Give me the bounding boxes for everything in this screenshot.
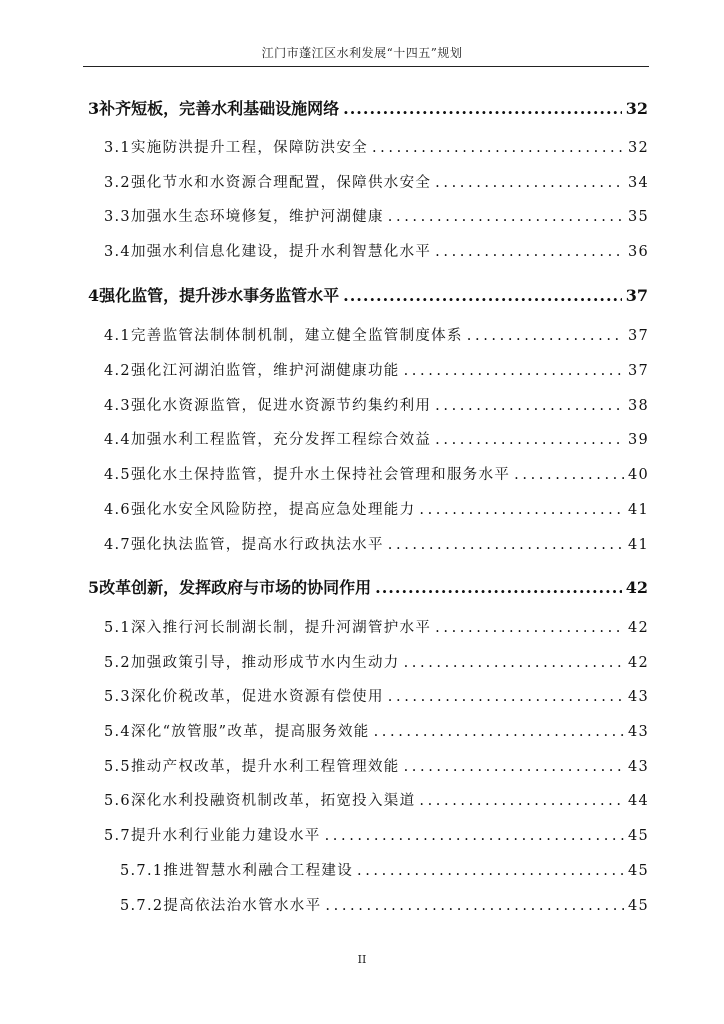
entry-page: 35 [627, 209, 649, 225]
entry-page: 43 [627, 724, 649, 740]
entry-title: 强化水安全风险防控，提高应急处理能力 [130, 502, 416, 518]
entry-number: 5.3 [104, 689, 131, 705]
entry-page: 37 [627, 363, 649, 379]
entry-number: 3.2 [104, 175, 131, 191]
entry-page: 36 [627, 244, 649, 260]
dot-leader [343, 99, 622, 118]
entry-page: 32 [627, 140, 649, 156]
toc-entry-section[interactable] [104, 324, 649, 348]
toc-entry-chapter[interactable] [88, 96, 648, 120]
entry-page: 39 [627, 432, 649, 448]
toc-entry-section[interactable] [104, 533, 649, 557]
entry-title: 深入推行河长制湖长制，提升河湖管护水平 [130, 620, 432, 636]
entry-page: 41 [627, 537, 649, 553]
entry-number: 5.5 [104, 759, 131, 775]
dot-leader [435, 175, 624, 191]
entry-page: 45 [627, 898, 649, 914]
entry-title: 强化节水和水资源合理配置，保障供水安全 [130, 175, 432, 191]
entry-title: 推进智慧水利融合工程建设 [163, 863, 354, 879]
toc-entry-section[interactable] [104, 720, 649, 744]
entry-page: 37 [625, 286, 648, 305]
running-header: 江门市蓬江区水利发展“十四五”规划 [261, 46, 463, 60]
toc-entry-section[interactable] [104, 463, 649, 487]
dot-leader [404, 363, 624, 379]
entry-page: 37 [627, 328, 649, 344]
entry-title: 强化水土保持监管，提升水土保持社会管理和服务水平 [130, 467, 511, 483]
dot-leader [375, 578, 622, 597]
toc-entry-subsection[interactable] [120, 894, 649, 918]
dot-leader [374, 724, 624, 740]
entry-number: 5.6 [104, 793, 131, 809]
dot-leader [435, 432, 624, 448]
dot-leader [419, 793, 624, 809]
entry-title: 深化“放管服”改革，提高服务效能 [130, 724, 370, 740]
entry-number: 3.4 [104, 244, 131, 260]
entry-title: 实施防洪提升工程，保障防洪安全 [130, 140, 368, 156]
entry-number: 5.7.2 [120, 898, 164, 914]
dot-leader [404, 759, 624, 775]
entry-title: 加强水利工程监管，充分发挥工程综合效益 [130, 432, 432, 448]
entry-number: 4.7 [104, 537, 131, 553]
toc-entry-section[interactable] [104, 685, 649, 709]
entry-number: 4.6 [104, 502, 131, 518]
dot-leader [388, 537, 624, 553]
dot-leader [435, 398, 624, 414]
entry-title: 强化江河湖泊监管，维护河湖健康功能 [130, 363, 400, 379]
entry-number: 4.4 [104, 432, 131, 448]
entry-page: 38 [627, 398, 649, 414]
entry-title: 推动产权改革，提升水利工程管理效能 [130, 759, 400, 775]
toc-entry-section[interactable] [104, 755, 649, 779]
toc-entry-subsection[interactable] [120, 859, 649, 883]
entry-page: 34 [627, 175, 649, 191]
entry-title: 加强水生态环境修复，维护河湖健康 [130, 209, 384, 225]
entry-number: 4.3 [104, 398, 131, 414]
dot-leader [435, 244, 624, 260]
entry-title: 改革创新，发挥政府与市场的协同作用 [99, 578, 372, 597]
entry-title: 加强水利信息化建设，提升水利智慧化水平 [130, 244, 432, 260]
toc-entry-chapter[interactable] [88, 283, 648, 307]
entry-page: 32 [625, 99, 648, 118]
dot-leader [467, 328, 624, 344]
entry-page: 40 [627, 467, 649, 483]
entry-number: 3.3 [104, 209, 131, 225]
entry-title: 深化价税改革，促进水资源有偿使用 [130, 689, 384, 705]
entry-number: 5.4 [104, 724, 131, 740]
entry-page: 43 [627, 759, 649, 775]
entry-number: 5.1 [104, 620, 131, 636]
toc-entry-section[interactable] [104, 136, 649, 160]
entry-title: 提高依法治水管水水平 [163, 898, 322, 914]
entry-title: 强化执法监管，提高水行政执法水平 [130, 537, 384, 553]
dot-leader [357, 863, 624, 879]
entry-number: 5.2 [104, 655, 131, 671]
entry-page: 42 [627, 655, 649, 671]
toc-entry-section[interactable] [104, 498, 649, 522]
toc-entry-section[interactable] [104, 428, 649, 452]
dot-leader [388, 689, 624, 705]
dot-leader [372, 140, 624, 156]
dot-leader [325, 898, 624, 914]
entry-title: 强化水资源监管，促进水资源节约集约利用 [130, 398, 432, 414]
entry-number: 5 [88, 578, 100, 597]
toc-entry-section[interactable] [104, 789, 649, 813]
entry-page: 44 [627, 793, 649, 809]
entry-title: 加强政策引导，推动形成节水内生动力 [130, 655, 400, 671]
entry-page: 42 [625, 578, 648, 597]
entry-number: 4.5 [104, 467, 131, 483]
entry-title: 提升水利行业能力建设水平 [130, 828, 321, 844]
dot-leader [514, 467, 624, 483]
entry-number: 3 [88, 99, 100, 118]
toc-entry-section[interactable] [104, 240, 649, 264]
toc-entry-section[interactable] [104, 616, 649, 640]
toc-entry-section[interactable] [104, 651, 649, 675]
entry-title: 补齐短板，完善水利基础设施网络 [99, 99, 340, 118]
entry-page: 42 [627, 620, 649, 636]
entry-number: 4.2 [104, 363, 131, 379]
dot-leader [325, 828, 624, 844]
entry-number: 4 [88, 286, 100, 305]
page-number: II [357, 953, 367, 966]
toc-entry-section[interactable] [104, 824, 649, 848]
dot-leader [419, 502, 624, 518]
entry-number: 4.1 [104, 328, 131, 344]
dot-leader [435, 620, 624, 636]
toc-entry-section[interactable] [104, 205, 649, 229]
entry-page: 43 [627, 689, 649, 705]
toc-entry-section[interactable] [104, 171, 649, 195]
entry-page: 45 [627, 828, 649, 844]
entry-page: 41 [627, 502, 649, 518]
toc-entry-chapter[interactable] [88, 575, 648, 599]
entry-title: 完善监管法制体制机制，建立健全监管制度体系 [130, 328, 463, 344]
entry-number: 3.1 [104, 140, 131, 156]
dot-leader [343, 286, 622, 305]
dot-leader [404, 655, 624, 671]
entry-number: 5.7.1 [120, 863, 164, 879]
entry-title: 深化水利投融资机制改革，拓宽投入渠道 [130, 793, 416, 809]
entry-title: 强化监管，提升涉水事务监管水平 [99, 286, 340, 305]
entry-number: 5.7 [104, 828, 131, 844]
toc-entry-section[interactable] [104, 394, 649, 418]
dot-leader [388, 209, 624, 225]
toc-entry-section[interactable] [104, 359, 649, 383]
entry-page: 45 [627, 863, 649, 879]
